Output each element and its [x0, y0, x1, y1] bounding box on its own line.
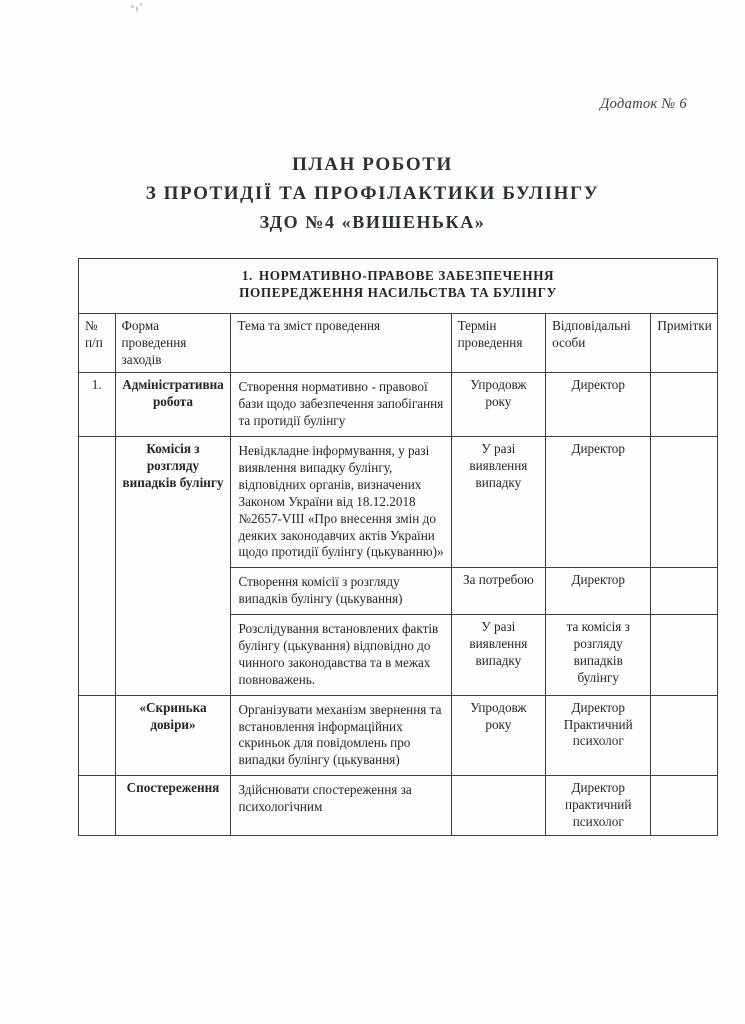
column-header-theme: Тема та зміст проведення — [231, 313, 451, 373]
row-form: Адміністративна робота — [115, 373, 231, 437]
page-title-line-3: ЗДО №4 «ВИШЕНЬКА» — [259, 211, 486, 232]
column-header-form: Форма проведення заходів — [115, 313, 231, 373]
row-term: У разі виявлення випадку — [451, 437, 546, 568]
row-theme: Організувати механізм звернення та встановлення інформаційних скриньок для повідомлень про випадки булінгу (цькування) — [231, 695, 451, 776]
row-theme: Невідкладне інформування, у разі виявлення випадку булінгу, відповідних органів, визначених Законом України від 18.12.2018 №2657-VIII «Про внесення змін до деяких законодавчих актів України щодо протидії булінгу (цькуванню)» — [231, 437, 451, 568]
row-responsible: Директор практичний психолог — [546, 776, 651, 836]
row-theme: Здійснювати спостереження за психологічним — [231, 776, 451, 836]
row-responsible: Директор — [546, 568, 651, 615]
page-title-line-2: З ПРОТИДІЇ ТА ПРОФІЛАКТИКИ БУЛІНГУ — [145, 183, 600, 205]
section-text-line-2: ПОПЕРЕДЖЕННЯ НАСИЛЬСТВА ТА БУЛІНГУ — [239, 284, 557, 300]
row-theme: Створення комісії з розгляду випадків булінгу (цькування) — [231, 568, 451, 615]
row-note — [651, 437, 718, 568]
row-responsible: Директор — [546, 437, 651, 568]
table-row — [79, 437, 718, 568]
section-number: 1. — [241, 268, 253, 283]
row-note — [651, 615, 718, 696]
scan-speck-icon — [136, 6, 138, 12]
plan-table — [78, 258, 718, 836]
row-note — [651, 695, 718, 776]
row-number — [79, 437, 116, 696]
row-note — [651, 373, 718, 437]
row-term: Упродовж року — [451, 373, 546, 437]
row-term: За потребою — [451, 568, 546, 615]
table-header-row — [79, 313, 718, 373]
table-section-header-row — [79, 259, 718, 314]
row-responsible: та комісія з розгляду випадків булінгу — [546, 615, 651, 696]
row-term — [451, 776, 546, 836]
scan-speck-icon — [131, 5, 134, 8]
row-responsible: Директор Практичний психолог — [546, 695, 651, 776]
column-header-responsible: Відповідальні особи — [546, 313, 651, 373]
page-title-line-1: ПЛАН РОБОТИ — [292, 154, 453, 175]
row-note — [651, 776, 718, 836]
row-note — [651, 568, 718, 615]
table-row — [79, 695, 718, 776]
row-number: 1. — [79, 373, 116, 437]
section-text-line-1: НОРМАТИВНО-ПРАВОВЕ ЗАБЕЗПЕЧЕННЯ — [258, 268, 555, 283]
table-row — [79, 776, 718, 836]
row-theme: Розслідування встановлених фактів булінгу (цькування) відповідно до чинного законодавства та в межах повноважень. — [231, 615, 451, 696]
column-header-note: Примітки — [651, 313, 718, 373]
appendix-label: Додаток № 6 — [600, 96, 687, 112]
row-term: У разі виявлення випадку — [451, 615, 546, 696]
column-header-term: Термін проведення — [451, 313, 546, 373]
row-term: Упродовж року — [451, 695, 546, 776]
table-row — [79, 373, 718, 437]
row-form: «Скринька довіри» — [115, 695, 231, 776]
row-form: Спостереження — [115, 776, 231, 836]
row-form: Комісія з розгляду випадків булінгу — [115, 437, 231, 696]
column-header-number: № п/п — [79, 313, 116, 373]
document-title — [0, 150, 745, 237]
scan-speck-icon — [140, 3, 142, 6]
row-number — [79, 776, 116, 836]
row-number — [79, 695, 116, 776]
section-heading — [79, 259, 718, 314]
row-responsible: Директор — [546, 373, 651, 437]
row-theme: Створення нормативно - правової бази щодо забезпечення запобігання та протидії булінгу — [231, 373, 451, 437]
